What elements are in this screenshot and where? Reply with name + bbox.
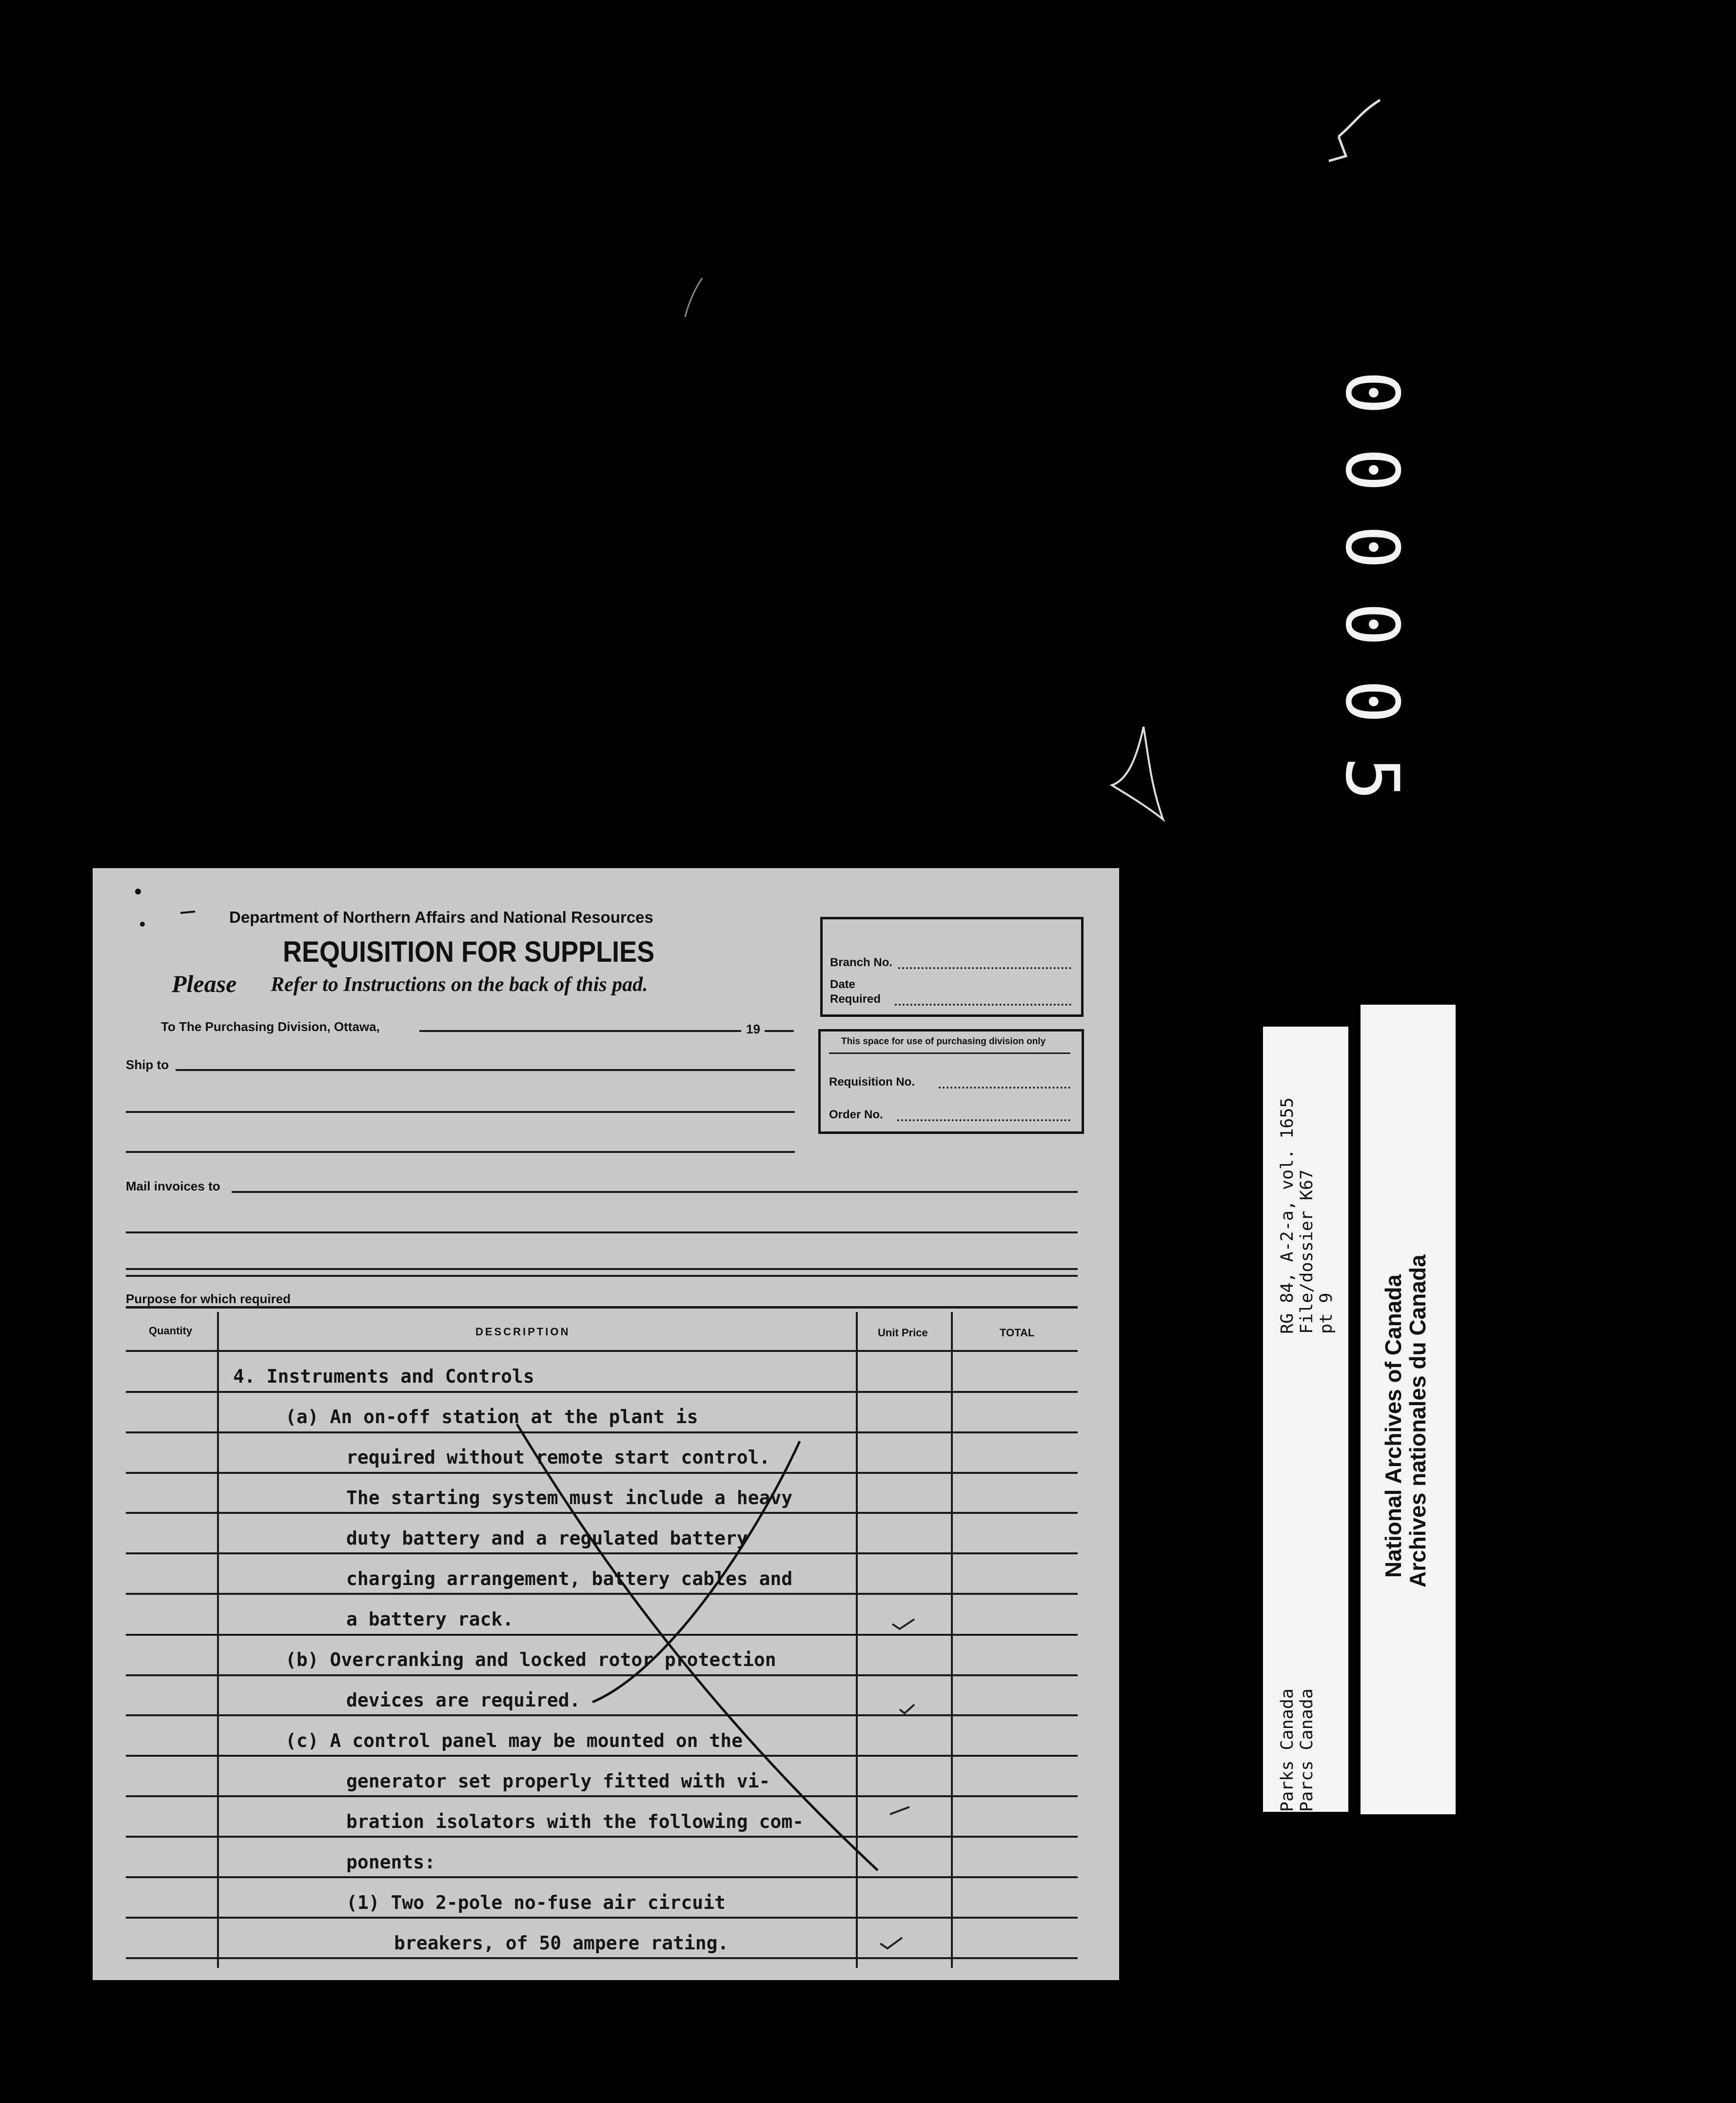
description-row: (a) An on-off station at the plant is bbox=[285, 1406, 698, 1428]
please-handwritten: Please bbox=[172, 970, 237, 997]
required-label: Required bbox=[830, 992, 881, 1006]
department-heading: Department of Northern Affairs and National Resources bbox=[229, 908, 653, 926]
description-row: generator set properly fitted with vi- bbox=[346, 1770, 770, 1792]
description-row: (b) Overcranking and locked rotor protection bbox=[285, 1649, 776, 1670]
frame-number: 000005 bbox=[1329, 371, 1414, 834]
description-row: devices are required. bbox=[346, 1689, 581, 1711]
description-row: charging arrangement, battery cables and bbox=[346, 1568, 793, 1589]
date-label: Date bbox=[830, 978, 856, 991]
refer-note: Refer to Instructions on the back of this pad. bbox=[271, 973, 648, 996]
total-header: TOTAL bbox=[1000, 1327, 1035, 1339]
description-row: duty battery and a regulated battery bbox=[346, 1528, 748, 1549]
mail-invoices-label: Mail invoices to bbox=[126, 1179, 220, 1193]
to-purchasing-label: To The Purchasing Division, Ottawa, bbox=[161, 1019, 380, 1034]
archive-ref-line4: Parks Canada bbox=[1278, 1688, 1297, 1812]
archive-ref-line1: RG 84, A-2-a, vol. 1655 bbox=[1278, 1097, 1297, 1334]
order-no-label: Order No. bbox=[829, 1108, 883, 1121]
purchasing-only-note: This space for use of purchasing division only bbox=[841, 1036, 1046, 1047]
unit-price-header: Unit Price bbox=[878, 1327, 928, 1339]
ship-to-label: Ship to bbox=[126, 1057, 169, 1072]
year-prefix: 19 bbox=[746, 1022, 760, 1036]
description-row: (1) Two 2-pole no-fuse air circuit bbox=[346, 1892, 726, 1913]
description-row: The starting system must include a heavy bbox=[346, 1487, 793, 1508]
branch-no-label: Branch No. bbox=[830, 956, 893, 969]
purpose-label: Purpose for which required bbox=[126, 1291, 291, 1306]
quantity-header: Quantity bbox=[149, 1325, 193, 1337]
description-header: DESCRIPTION bbox=[475, 1326, 571, 1338]
description-row: a battery rack. bbox=[346, 1608, 514, 1630]
description-row: breakers, of 50 ampere rating. bbox=[394, 1932, 729, 1954]
archive-ref-line5: Parcs Canada bbox=[1297, 1688, 1317, 1812]
description-row: ponents: bbox=[346, 1851, 436, 1873]
requisition-no-label: Requisition No. bbox=[829, 1075, 915, 1089]
nac-english: National Archives of Canada bbox=[1381, 1274, 1406, 1578]
description-row: required without remote start control. bbox=[346, 1447, 770, 1468]
description-row: (c) A control panel may be mounted on the bbox=[285, 1730, 743, 1751]
archive-ref-line3: pt 9 bbox=[1317, 1292, 1336, 1334]
form-title: REQUISITION FOR SUPPLIES bbox=[283, 935, 655, 968]
archive-ref-line2: File/dossier K67 bbox=[1297, 1169, 1317, 1334]
description-row: bration isolators with the following com- bbox=[346, 1811, 804, 1832]
description-row: 4. Instruments and Controls bbox=[233, 1366, 534, 1387]
nac-french: Archives nationales du Canada bbox=[1405, 1254, 1430, 1587]
